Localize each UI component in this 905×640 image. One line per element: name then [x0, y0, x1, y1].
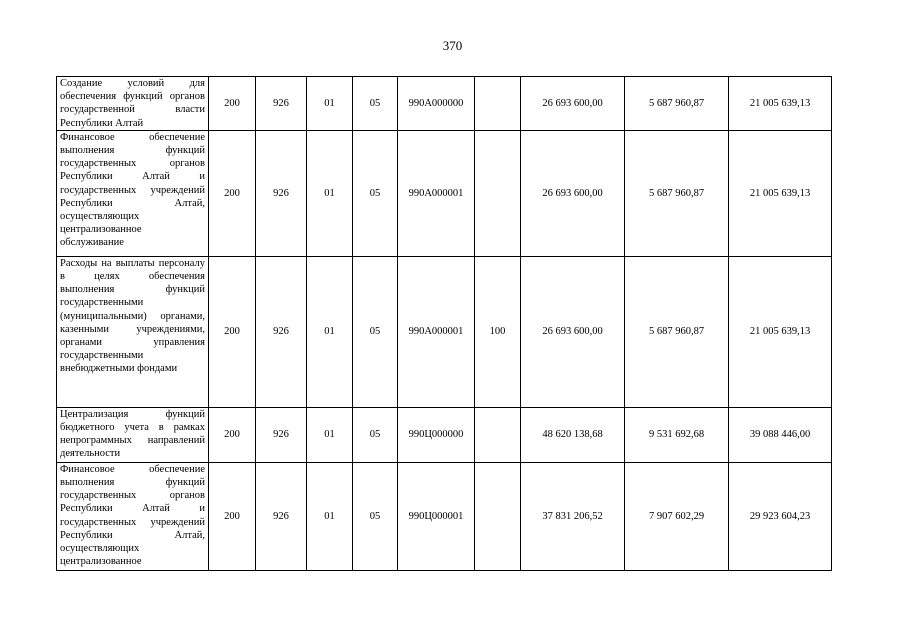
row-pr: 05 [353, 462, 398, 570]
row-name: Централизация функций бюджетного учета в рамках непрограммных направлений деятельности [57, 407, 209, 462]
table-row [57, 256, 832, 407]
row-code: 200 [209, 462, 256, 570]
row-sum-3: 21 005 639,13 [729, 77, 832, 131]
row-code: 200 [209, 256, 256, 407]
row-ved: 926 [256, 462, 307, 570]
table-row [57, 407, 832, 462]
row-sum-1: 26 693 600,00 [521, 256, 625, 407]
row-csr: 990Ц000000 [398, 407, 475, 462]
row-ved: 926 [256, 256, 307, 407]
table-row [57, 462, 832, 570]
table-row [57, 77, 832, 131]
row-vr [475, 462, 521, 570]
row-sum-1: 26 693 600,00 [521, 77, 625, 131]
row-pr: 05 [353, 407, 398, 462]
row-name: Расходы на выплаты персоналу в целях обеспечения выполнения функций государственными (муниципальными) органами, казенными учреждениями, органами управления государственными внебюджетными фондами [57, 256, 209, 407]
row-sum-2: 5 687 960,87 [625, 130, 729, 256]
row-ved: 926 [256, 130, 307, 256]
row-rz: 01 [307, 462, 353, 570]
row-pr: 05 [353, 256, 398, 407]
row-csr: 990А000000 [398, 77, 475, 131]
row-vr [475, 130, 521, 256]
table-row [57, 130, 832, 256]
row-name: Финансовое обеспечение выполнения функций государственных органов Республики Алтай и государственных учреждений Республики Алтай, осуществляющих централизованное [57, 462, 209, 570]
row-code: 200 [209, 77, 256, 131]
row-pr: 05 [353, 77, 398, 131]
row-ved: 926 [256, 77, 307, 131]
row-rz: 01 [307, 256, 353, 407]
row-sum-2: 5 687 960,87 [625, 256, 729, 407]
row-name: Финансовое обеспечение выполнения функций государственных органов Республики Алтай и государственных учреждений Республики Алтай, осуществляющих централизованное обслуживание [57, 130, 209, 256]
row-code: 200 [209, 130, 256, 256]
row-sum-3: 21 005 639,13 [729, 130, 832, 256]
row-sum-1: 37 831 206,52 [521, 462, 625, 570]
row-sum-3: 21 005 639,13 [729, 256, 832, 407]
row-vr [475, 77, 521, 131]
row-sum-2: 9 531 692,68 [625, 407, 729, 462]
row-ved: 926 [256, 407, 307, 462]
budget-table [56, 76, 832, 571]
row-code: 200 [209, 407, 256, 462]
row-sum-2: 5 687 960,87 [625, 77, 729, 131]
row-sum-1: 48 620 138,68 [521, 407, 625, 462]
row-rz: 01 [307, 130, 353, 256]
row-pr: 05 [353, 130, 398, 256]
row-sum-3: 29 923 604,23 [729, 462, 832, 570]
row-name: Создание условий для обеспечения функций органов государственной власти Республики Алтай [57, 77, 209, 131]
row-sum-2: 7 907 602,29 [625, 462, 729, 570]
row-sum-3: 39 088 446,00 [729, 407, 832, 462]
row-csr: 990Ц000001 [398, 462, 475, 570]
row-vr [475, 407, 521, 462]
row-rz: 01 [307, 407, 353, 462]
row-rz: 01 [307, 77, 353, 131]
row-vr: 100 [475, 256, 521, 407]
page-number: 370 [442, 38, 463, 53]
row-csr: 990А000001 [398, 130, 475, 256]
row-csr: 990А000001 [398, 256, 475, 407]
row-sum-1: 26 693 600,00 [521, 130, 625, 256]
